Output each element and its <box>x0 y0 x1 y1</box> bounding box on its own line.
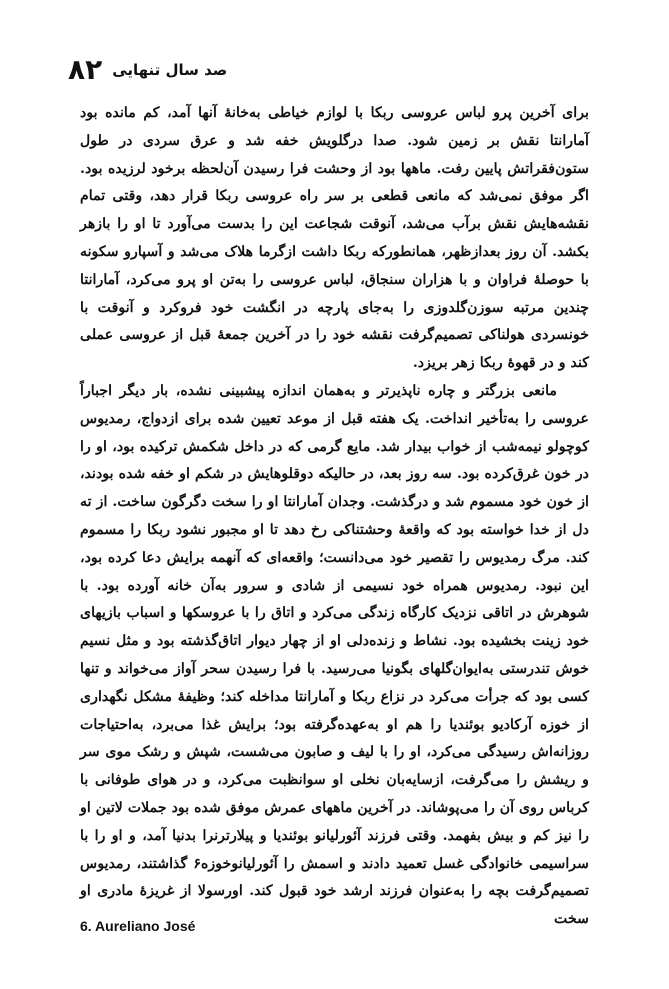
body-text <box>80 100 589 934</box>
paragraph-1: برای آخرین پرو لباس عروسی ربکا با لوازم خیاطی به‌خانهٔ آنها آمد، کم مانده بود آمارانتا نقش بر زمین شود. صدا درگلویش خفه شد و عرق سردی در طول ستون‌فقراتش پایین رفت. ماهها بود از وحشت فرا رسیدن آن‌لحظه برخود لرزیده بود. اگر موفق نمی‌شد که مانعی قطعی بر سر راه عروسی ربکا قرار دهد، وقتی تمام نقشه‌هایش نقش برآب می‌شد، آنوقت شجاعت این را بدست می‌آورد تا او را بازهر بکشد. آن روز بعدازظهر، همانطورکه ربکا داشت ازگرما هلاک می‌شد و آسپارو سکونه با حوصلهٔ فراوان و با هزاران سنجاق، لباس عروسی را به‌تن او پرو می‌کرد، آمارانتا چندین مرتبه سوزن‌گلدوزی را به‌جای پارچه در انگشت خود فروکرد و آنوقت با خونسردی هولناکی تصمیم‌گرفت نقشه خود را در آخرین جمعهٔ قبل از عروسی عملی کند و در قهوهٔ ربکا زهر بریزد. <box>80 105 589 372</box>
running-title: صد سال تنهایی <box>112 61 228 79</box>
paragraph-2: مانعی بزرگتر و چاره ناپذیرتر و به‌همان اندازه پیشبینی نشده، بار دیگر اجباراً عروسی را به‌تأخیر انداخت. یک هفته قبل از موعد تعیین شده برای ازدواج، رمدیوس کوچولو نیمه‌شب از خواب بیدار شد. مایع گرمی که در داخل شکمش ترکیده بود، او را در خون غرق‌کرده بود. سه روز بعد، در حالیکه دوقلوهایش در شکم او خفه شده بودند، از خون خود مسموم شد و درگذشت. وجدان آمارانتا او را سخت دگرگون ساخت. از ته دل از خدا خواسته بود که واقعهٔ وحشتناکی رخ دهد تا او مجبور نشود ربکا را مسموم کند. مرگ رمدیوس را تقصیر خود می‌دانست؛ واقعه‌ای که آنهمه برایش دعا کرده بود، این نبود. رمدیوس همراه خود نسیمی از شادی و سرور به‌آن خانه آورده بود. با شوهرش در اتاقی نزدیک کارگاه زندگی می‌کرد و اتاق را با عروسکها و اسباب بازیهای خود زینت بخشیده بود. نشاط و زنده‌دلی او از چهار دیوار اتاق‌گذشته بود و مثل نسیم خوش تندرستی به‌ایوان‌گلهای بگونیا می‌رسید. با فرا رسیدن سحر آواز می‌خواند و تنها کسی بود که جرأت می‌کرد در نزاع ربکا و آمارانتا مداخله کند؛ وظیفهٔ مشکل نگهداری از خوزه آرکادیو بوئندیا را هم او به‌عهده‌گرفته بود؛ برایش غذا می‌برد، به‌احتیاجات روزانه‌اش رسیدگی می‌کرد، او را با لیف و صابون می‌شست، شپش و رشک موی سر و ریشش را می‌گرفت، ازسایه‌بان نخلی او سوانظبت می‌کرد، و در هوای طوفانی با کرباس روی آن را می‌پوشاند. در آخرین ماههای عمرش موفق شده بود جملات لاتین او را نیز کم و بیش بفهمد. وقتی فرزند آئورلیانو بوئندیا و پیلارترنرا بدنیا آمد، و او را با سراسیمی خانوادگی غسل تعمید دادند و اسمش را آئورلیانوخوزه۶ گذاشتند، رمدیوس تصمیم‌گرفت بچه را به‌عنوان فرزند ارشد خود قبول کند. اورسولا از غریزهٔ مادری او سخت <box>80 382 589 928</box>
page-number: ۸۲ <box>68 53 103 86</box>
footnote: 6. Aureliano José <box>80 918 196 934</box>
page-header <box>68 52 601 88</box>
